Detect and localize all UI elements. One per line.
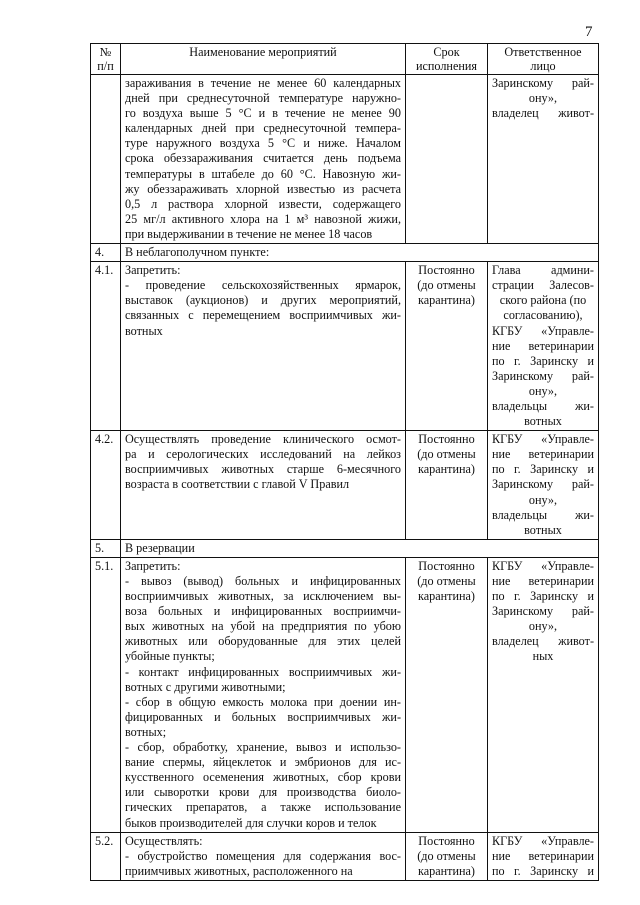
term-line: Постоянно bbox=[418, 432, 475, 447]
responsible-cell bbox=[488, 557, 599, 832]
activity-line: фицированных и больных восприимчивых жи- bbox=[125, 709, 401, 724]
term-line: карантина) bbox=[417, 293, 475, 308]
activity-cell bbox=[121, 75, 406, 244]
term-line: карантина) bbox=[417, 462, 475, 477]
responsible-line: ону», bbox=[528, 619, 558, 634]
responsible-line: Заринскому рай- bbox=[492, 604, 594, 619]
responsible-line: согласованию), bbox=[503, 308, 583, 323]
activity-line: календарных дней при среднесуточной темпера- bbox=[125, 121, 401, 136]
responsible-line: по г. Заринску и bbox=[492, 353, 594, 368]
term-line: (до отмены bbox=[417, 278, 476, 293]
activity-line: гических препаратов, а также использование bbox=[125, 800, 401, 815]
responsible-line: владелец живот- bbox=[492, 106, 594, 121]
activity-line: вых животных на убой на предприятия по убою bbox=[125, 619, 401, 634]
activity-line: 25 мг/л активного хлора на 1 м³ навозной жижи, bbox=[125, 211, 401, 226]
activity-line: вотных; bbox=[125, 724, 167, 739]
header-num: № п/п bbox=[91, 44, 121, 75]
activity-line: воза больных и инфицированных восприимчи- bbox=[125, 604, 401, 619]
section-row bbox=[91, 539, 599, 557]
activity-line: - сбор, обработку, хранение, вывоз и использо- bbox=[125, 740, 401, 755]
term-cell bbox=[406, 431, 488, 540]
activity-line: туре наружного воздуха 5 °С и ниже. Началом bbox=[125, 136, 401, 151]
row-number: 5.1. bbox=[91, 557, 121, 832]
responsible-line: ние ветеринарии bbox=[492, 574, 594, 588]
section-title: В резервации bbox=[121, 539, 599, 557]
responsible-line: КГБУ «Управле- bbox=[492, 833, 594, 848]
responsible-line: ского района (по bbox=[499, 293, 587, 308]
term-line: (до отмены bbox=[417, 574, 476, 588]
responsible-line: КГБУ «Управле- bbox=[492, 432, 594, 447]
responsible-cell bbox=[488, 431, 599, 540]
activity-line: Осуществлять: bbox=[125, 833, 203, 848]
table-row bbox=[91, 557, 599, 832]
activity-line: кусственного осеменения животных, сбор крови bbox=[125, 770, 401, 785]
activity-line: восприимчивых животных, за исключением вы- bbox=[125, 589, 401, 604]
activity-line: дней при среднесуточной температуре наружно- bbox=[125, 91, 401, 106]
activity-line: - сбор в общую емкость молока при доении ин- bbox=[125, 694, 401, 709]
responsible-line: по г. Заринску и bbox=[492, 462, 594, 477]
responsible-line: КГБУ «Управле- bbox=[492, 323, 594, 338]
header-name: Наименование мероприятий bbox=[121, 44, 406, 75]
term-cell bbox=[406, 262, 488, 431]
term-line: (до отмены bbox=[417, 848, 476, 863]
responsible-line: владелец живот- bbox=[492, 634, 594, 649]
responsible-line: Заринскому рай- bbox=[492, 368, 594, 383]
responsible-line: ону», bbox=[528, 91, 558, 106]
activity-line: животных или оборудованные для этих целей bbox=[125, 634, 401, 649]
activity-line: ра и серологических исследований на лейкоз bbox=[125, 447, 401, 462]
activity-line: приимчивых животных, расположенного на bbox=[125, 863, 353, 878]
responsible-line: ние ветеринарии bbox=[492, 848, 594, 863]
activity-line: 0,5 л раствора хлорной извести, содержащего bbox=[125, 196, 401, 211]
responsible-line: ние ветеринарии bbox=[492, 338, 594, 353]
activity-cell bbox=[121, 832, 406, 880]
activity-line: вотных bbox=[125, 323, 163, 338]
row-number: 4.2. bbox=[91, 431, 121, 540]
table-row bbox=[91, 75, 599, 244]
section-row bbox=[91, 244, 599, 262]
row-number: 5.2. bbox=[91, 832, 121, 880]
responsible-line: Глава админи- bbox=[492, 263, 594, 278]
activity-line: связанных с перемещением восприимчивых жи- bbox=[125, 308, 401, 323]
term-line: Постоянно bbox=[418, 558, 475, 573]
activity-line: го воздуха выше 5 °С и в течение не менее 90 bbox=[125, 106, 401, 121]
term-cell bbox=[406, 832, 488, 880]
responsible-cell bbox=[488, 832, 599, 880]
row-number: 4. bbox=[91, 244, 121, 262]
activity-line: температуры в штабеле до 60 °С. Навозную жи- bbox=[125, 166, 401, 181]
table-body bbox=[91, 75, 599, 881]
term-line: карантина) bbox=[417, 589, 475, 604]
activity-cell bbox=[121, 431, 406, 540]
responsible-line: ных bbox=[532, 649, 554, 664]
responsible-line: ону», bbox=[528, 492, 558, 507]
row-number bbox=[91, 75, 121, 244]
responsible-line: по г. Заринску и bbox=[492, 589, 594, 604]
responsible-line: ние ветеринарии bbox=[492, 447, 594, 462]
table-row bbox=[91, 431, 599, 540]
row-number: 4.1. bbox=[91, 262, 121, 431]
table-row bbox=[91, 832, 599, 880]
responsible-line: Заринскому рай- bbox=[492, 477, 594, 492]
activity-line: Запретить: bbox=[125, 558, 181, 573]
section-title: В неблагополучном пункте: bbox=[121, 244, 599, 262]
activity-line: срока обеззараживания считается день подъема bbox=[125, 151, 401, 166]
activity-line: быков производителей для случки коров и телок bbox=[125, 815, 377, 830]
table-row bbox=[91, 262, 599, 431]
activity-line: - обустройство помещения для содержания вос- bbox=[125, 848, 401, 863]
responsible-cell bbox=[488, 75, 599, 244]
activity-line: выставок (аукционов) и других мероприятий, bbox=[125, 293, 401, 308]
responsible-line: вотных bbox=[524, 522, 562, 537]
measures-table bbox=[90, 43, 599, 881]
responsible-line: по г. Заринску и bbox=[492, 863, 594, 878]
responsible-line: вотных bbox=[524, 414, 562, 429]
term-line: (до отмены bbox=[417, 447, 476, 462]
responsible-cell bbox=[488, 262, 599, 431]
page-number: 7 bbox=[585, 24, 593, 40]
activity-line: возраста в соответствии с главой V Правил bbox=[125, 477, 350, 492]
responsible-line: страции Залесов- bbox=[492, 278, 594, 293]
activity-line: вание спермы, яйцеклеток и эмбрионов для ис- bbox=[125, 755, 401, 770]
term-cell bbox=[406, 75, 488, 244]
header-term: Срок исполнения bbox=[406, 44, 488, 75]
row-number: 5. bbox=[91, 539, 121, 557]
activity-line: - вывоз (вывод) больных и инфицированных bbox=[125, 574, 401, 588]
activity-line: Осуществлять проведение клинического осмот- bbox=[125, 432, 401, 447]
responsible-line: владельцы жи- bbox=[492, 398, 594, 413]
activity-line: убойные пункты; bbox=[125, 649, 215, 664]
activity-cell bbox=[121, 557, 406, 832]
term-line: Постоянно bbox=[418, 263, 475, 278]
activity-line: - проведение сельскохозяйственных ярмарок, bbox=[125, 278, 401, 293]
activity-line: зараживания в течение не менее 60 календарных bbox=[125, 76, 401, 90]
activity-line: или сыворотки крови для производства биоло- bbox=[125, 785, 401, 800]
activity-line: - контакт инфицированных восприимчивых жи- bbox=[125, 664, 401, 679]
term-line: Постоянно bbox=[418, 833, 475, 848]
header-responsible: Ответственное лицо bbox=[488, 44, 599, 75]
activity-line: вотных с другими животными; bbox=[125, 679, 286, 694]
responsible-line: Заринскому рай- bbox=[492, 76, 594, 90]
responsible-line: ону», bbox=[528, 383, 558, 398]
responsible-line: КГБУ «Управле- bbox=[492, 558, 594, 573]
table-header-row bbox=[91, 44, 599, 75]
activity-line: при выдерживании в течение не менее 18 часов bbox=[125, 226, 373, 241]
activity-line: жу обеззараживать хлорной известью из расчета bbox=[125, 181, 401, 196]
term-cell bbox=[406, 557, 488, 832]
term-line: карантина) bbox=[417, 863, 475, 878]
activity-line: восприимчивых животных старше 6-месячного bbox=[125, 462, 401, 477]
activity-line: Запретить: bbox=[125, 263, 181, 278]
responsible-line: владельцы жи- bbox=[492, 507, 594, 522]
activity-cell bbox=[121, 262, 406, 431]
